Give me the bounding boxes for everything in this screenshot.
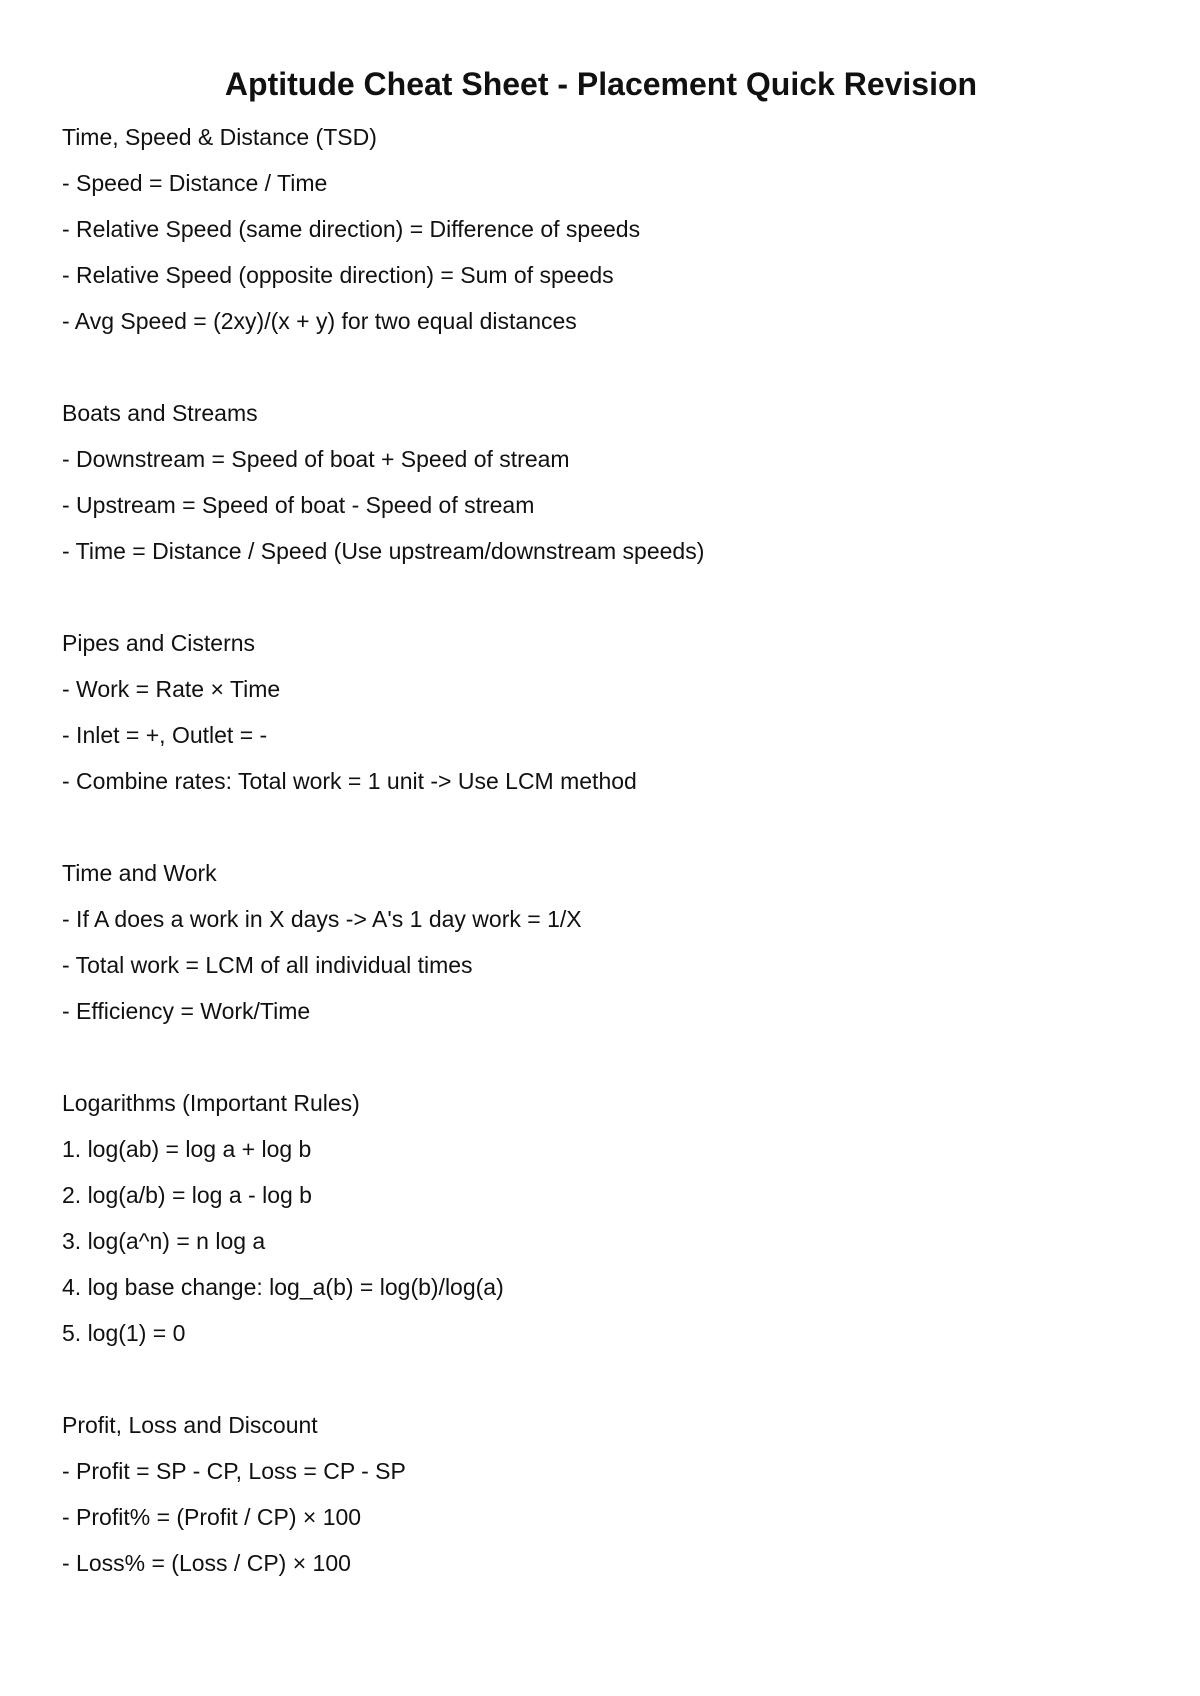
- section-boats-streams: [62, 390, 1140, 574]
- formula-line: 4. log base change: log_a(b) = log(b)/log(a): [62, 1274, 504, 1300]
- section-time-work: [62, 850, 1140, 1034]
- section-pipes-cisterns: [62, 620, 1140, 804]
- formula-line: - Total work = LCM of all individual times: [62, 952, 473, 978]
- formula-line: 2. log(a/b) = log a - log b: [62, 1182, 312, 1208]
- formula-line: 5. log(1) = 0: [62, 1320, 186, 1346]
- section-heading: Boats and Streams: [62, 400, 258, 426]
- formula-line: - Speed = Distance / Time: [62, 170, 328, 196]
- formula-line: - Profit = SP - CP, Loss = CP - SP: [62, 1458, 406, 1484]
- section-heading: Logarithms (Important Rules): [62, 1090, 360, 1116]
- section-profit-loss: [62, 1402, 1140, 1586]
- formula-line: - Avg Speed = (2xy)/(x + y) for two equal distances: [62, 308, 577, 334]
- section-heading: Profit, Loss and Discount: [62, 1412, 318, 1438]
- formula-line: - Efficiency = Work/Time: [62, 998, 311, 1024]
- section-heading: Pipes and Cisterns: [62, 630, 256, 656]
- formula-line: - Profit% = (Profit / CP) × 100: [62, 1504, 362, 1530]
- section-logarithms: [62, 1080, 1140, 1356]
- formula-line: - Time = Distance / Speed (Use upstream/downstream speeds): [62, 538, 705, 564]
- formula-line: - Work = Rate × Time: [62, 676, 281, 702]
- formula-line: 1. log(ab) = log a + log b: [62, 1136, 312, 1162]
- formula-line: 3. log(a^n) = n log a: [62, 1228, 266, 1254]
- document-title: Aptitude Cheat Sheet - Placement Quick Revision: [224, 66, 978, 102]
- section-heading: Time and Work: [62, 860, 217, 886]
- formula-line: - Inlet = +, Outlet = -: [62, 722, 268, 748]
- section-tsd: [62, 114, 1140, 344]
- section-heading: Time, Speed & Distance (TSD): [62, 124, 377, 150]
- formula-line: - If A does a work in X days -> A's 1 day work = 1/X: [62, 906, 582, 932]
- formula-line: - Loss% = (Loss / CP) × 100: [62, 1550, 351, 1576]
- sections-container: [62, 114, 1140, 1586]
- formula-line: - Relative Speed (same direction) = Difference of speeds: [62, 216, 641, 242]
- formula-line: - Relative Speed (opposite direction) = Sum of speeds: [62, 262, 614, 288]
- formula-line: - Downstream = Speed of boat + Speed of stream: [62, 446, 570, 472]
- formula-line: - Upstream = Speed of boat - Speed of stream: [62, 492, 535, 518]
- formula-line: - Combine rates: Total work = 1 unit -> Use LCM method: [62, 768, 637, 794]
